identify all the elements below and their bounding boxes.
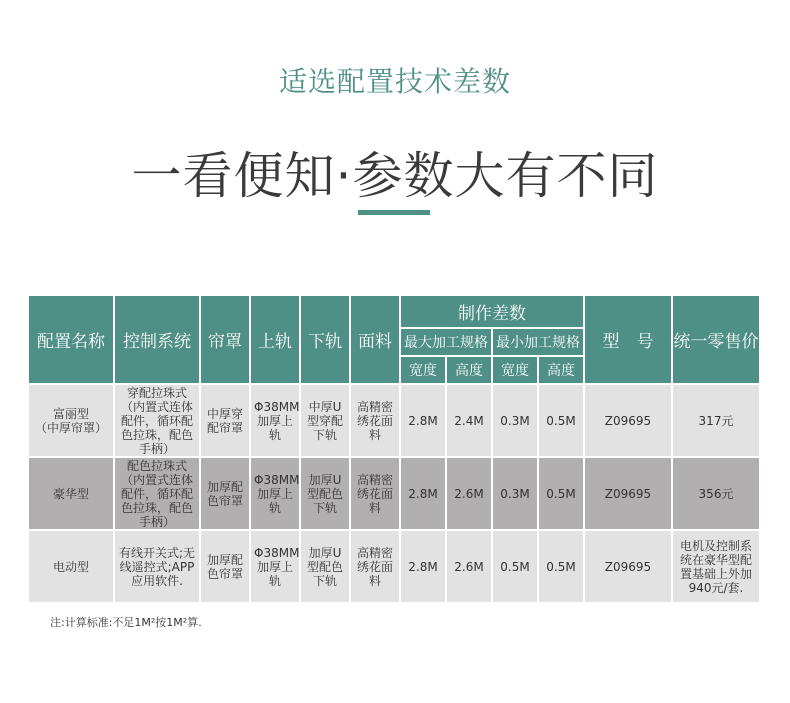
cell-max-width: 2.8M [401, 458, 445, 529]
cell-control-system: 有线开关式;无线遥控式;APP应用软件. [115, 531, 199, 602]
cell-model: Z09695 [585, 531, 671, 602]
cell-min-height: 0.5M [539, 458, 583, 529]
header-control-system: 控制系统 [115, 296, 199, 383]
page-title: 一看便知·参数大有不同 [131, 147, 659, 205]
cell-fabric: 高精密绣花面料 [351, 385, 399, 456]
cell-max-height: 2.6M [447, 531, 491, 602]
table-row [29, 385, 759, 456]
config-name-line1: 富丽型 [52, 406, 89, 421]
cell-lower-rail: 中厚U型穿配下轨 [301, 385, 349, 456]
header-model: 型 号 [585, 296, 671, 383]
table-row [29, 458, 759, 529]
header-max-height: 高度 [447, 357, 491, 383]
cell-max-width: 2.8M [401, 385, 445, 456]
header-min-spec: 最小加工规格 [493, 329, 583, 355]
cell-control-system: 配色拉珠式（内置式连体配件，循环配色拉珠，配色手柄） [115, 458, 199, 529]
cell-curtain-cover: 中厚穿配帘罩 [201, 385, 249, 456]
table-row [29, 531, 759, 602]
cell-model: Z09695 [585, 458, 671, 529]
cell-max-height: 2.4M [447, 385, 491, 456]
cell-curtain-cover: 加厚配色帘罩 [201, 531, 249, 602]
cell-fabric: 高精密绣花面料 [351, 458, 399, 529]
header-min-height: 高度 [539, 357, 583, 383]
cell-upper-rail: Φ38MM加厚上轨 [251, 531, 299, 602]
header-min-width: 宽度 [493, 357, 537, 383]
cell-price: 电机及控制系统在豪华型配置基础上外加940元/套. [673, 531, 759, 602]
cell-max-height: 2.6M [447, 458, 491, 529]
cell-config-name [29, 458, 113, 529]
header-diff-group: 制作差数 [401, 296, 583, 327]
cell-curtain-cover: 加厚配色帘罩 [201, 458, 249, 529]
cell-upper-rail: Φ38MM加厚上轨 [251, 385, 299, 456]
section-subtitle: 适选配置技术差数 [278, 65, 511, 98]
cell-lower-rail: 加厚U型配色下轨 [301, 531, 349, 602]
cell-config-name [29, 531, 113, 602]
footnote: 注:计算标准:不足1M²按1M²算. [50, 616, 202, 629]
header-fabric: 面料 [351, 296, 399, 383]
config-name-line1: 豪华型 [52, 486, 89, 501]
cell-price: 317元 [673, 385, 759, 456]
config-name-line2: （中厚帘罩） [34, 420, 107, 435]
spec-table [27, 294, 761, 604]
cell-max-width: 2.8M [401, 531, 445, 602]
cell-config-name [29, 385, 113, 456]
header-curtain-cover: 帘罩 [201, 296, 249, 383]
cell-min-height: 0.5M [539, 385, 583, 456]
cell-min-width: 0.3M [493, 458, 537, 529]
cell-fabric: 高精密绣花面料 [351, 531, 399, 602]
cell-min-width: 0.3M [493, 385, 537, 456]
header-lower-rail: 下轨 [301, 296, 349, 383]
cell-upper-rail: Φ38MM加厚上轨 [251, 458, 299, 529]
cell-model: Z09695 [585, 385, 671, 456]
config-name-line1: 电动型 [52, 559, 89, 574]
cell-price: 356元 [673, 458, 759, 529]
header-upper-rail: 上轨 [251, 296, 299, 383]
cell-lower-rail: 加厚U型配色下轨 [301, 458, 349, 529]
title-underline [358, 210, 430, 215]
header-max-width: 宽度 [401, 357, 445, 383]
header-config-name: 配置名称 [29, 296, 113, 383]
header-price: 统一零售价 [673, 296, 759, 383]
cell-min-width: 0.5M [493, 531, 537, 602]
cell-min-height: 0.5M [539, 531, 583, 602]
cell-control-system: 穿配拉珠式（内置式连体配件，循环配色拉珠，配色手柄） [115, 385, 199, 456]
header-max-spec: 最大加工规格 [401, 329, 491, 355]
